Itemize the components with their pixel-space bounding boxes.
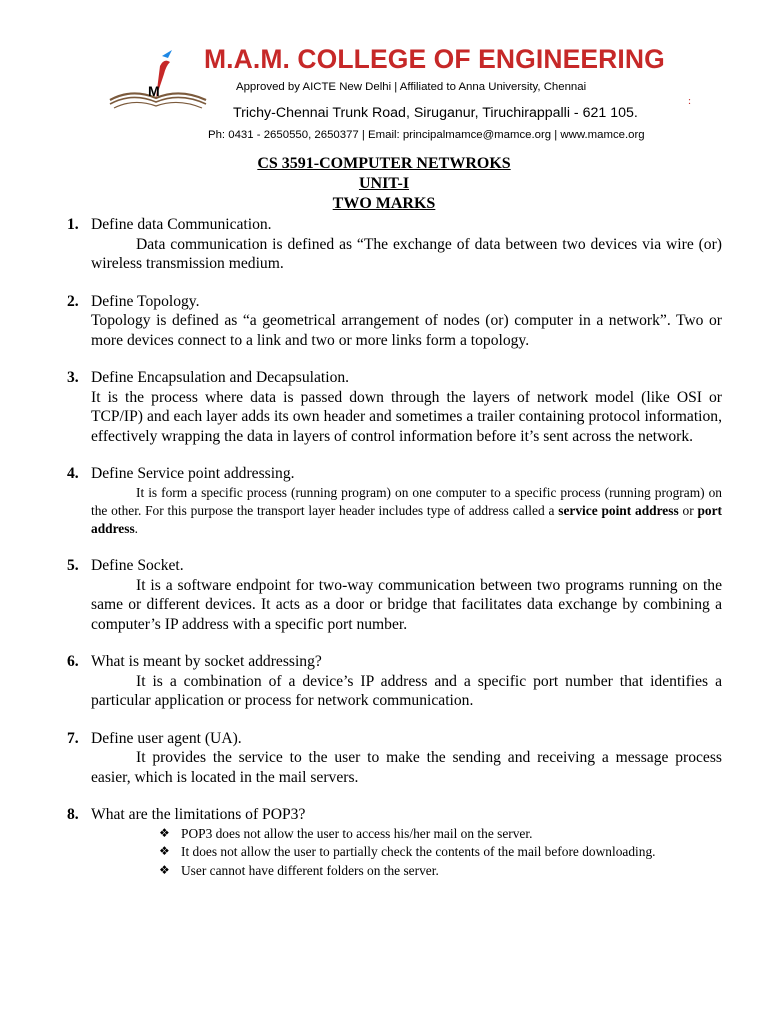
section-title: TWO MARKS xyxy=(332,195,436,212)
question-number: 7. xyxy=(67,729,79,747)
question-text: Define data Communication. xyxy=(91,216,272,233)
college-logo xyxy=(106,44,210,114)
bullet-item xyxy=(159,862,722,881)
answer-text-part: or xyxy=(678,502,698,518)
question-text: Define user agent (UA). xyxy=(91,729,242,747)
svg-text:M: M xyxy=(148,83,160,99)
approval-line: Approved by AICTE New Delhi | Affiliated to Anna University, Chennai xyxy=(236,81,587,93)
question-item xyxy=(67,368,722,446)
question-text: Define Encapsulation and Decapsulation. xyxy=(91,369,350,386)
answer-bold-term: service point address xyxy=(558,502,679,518)
document-titles xyxy=(0,154,768,214)
course-title: CS 3591-COMPUTER NETWROKS xyxy=(257,155,511,172)
answer-text: It is a combination of a device’s IP address and a specific port number that identifies a particular application or process for network communication. xyxy=(91,672,722,710)
question-item xyxy=(67,464,723,538)
stray-mark: : xyxy=(688,95,692,107)
question-text: Define Topology. xyxy=(91,292,200,310)
question-text: What is meant by socket addressing? xyxy=(91,653,322,671)
bullet-text: User cannot have different folders on the server. xyxy=(181,862,439,878)
question-item xyxy=(67,556,722,634)
bullet-text: It does not allow the user to partially check the contents of the mail before downloading. xyxy=(181,844,656,860)
question-text: Define Socket. xyxy=(91,557,184,575)
unit-title: UNIT-I xyxy=(358,175,410,192)
bullet-list xyxy=(91,825,722,881)
question-number: 4. xyxy=(67,465,79,482)
diamond-bullet-icon: ❖ xyxy=(159,844,170,859)
diamond-bullet-icon: ❖ xyxy=(159,825,170,840)
question-number: 2. xyxy=(67,292,79,310)
contact-line: Ph: 0431 - 2650550, 2650377 | Email: principalmamce@mamce.org | www.mamce.org xyxy=(208,129,645,141)
question-number: 6. xyxy=(67,653,79,671)
bullet-item xyxy=(159,843,722,862)
question-text: Define Service point addressing. xyxy=(91,465,295,482)
bullet-text: POP3 does not allow the user to access his/her mail on the server. xyxy=(181,825,533,841)
question-number: 1. xyxy=(67,216,79,233)
question-item xyxy=(67,215,722,274)
answer-text: It is a software endpoint for two-way communication between two programs running on the same or different devices. It acts as a door or bridge that facilitates data exchange by combining a computer’s IP address with a specific port number. xyxy=(91,576,722,633)
college-name: M.A.M. COLLEGE OF ENGINEERING xyxy=(204,44,665,74)
question-number: 3. xyxy=(67,369,79,386)
college-address: Trichy-Chennai Trunk Road, Siruganur, Tiruchirappalli - 621 105. xyxy=(233,105,638,121)
answer-text-part: It is form a specific process (running program) on one computer to a specific process (running program) on the other. For this purpose the transport layer header includes type of address called a xyxy=(91,484,722,518)
letterhead xyxy=(0,0,768,150)
question-list xyxy=(67,215,723,898)
question-number: 5. xyxy=(67,557,79,575)
bullet-item xyxy=(159,825,722,844)
question-number: 8. xyxy=(67,806,79,824)
question-item xyxy=(67,652,722,711)
answer-text xyxy=(91,484,722,539)
answer-text: Data communication is defined as “The exchange of data between two devices via wire (or) wireless transmission medium. xyxy=(91,235,722,272)
question-item xyxy=(67,729,722,788)
question-item xyxy=(67,292,722,351)
diamond-bullet-icon: ❖ xyxy=(159,862,170,877)
question-text: What are the limitations of POP3? xyxy=(91,806,306,824)
answer-text: It provides the service to the user to make the sending and receiving a message process easier, which is located in the mail servers. xyxy=(91,749,722,786)
answer-bold-term: port address xyxy=(91,502,723,537)
answer-text: Topology is defined as “a geometrical arrangement of nodes (or) computer in a network”. Two or more devices connect to a link and two or more links form a topology. xyxy=(91,312,722,349)
answer-text: It is the process where data is passed down through the layers of network model (like OSI or TCP/IP) and each layer adds its own header and sometimes a trailer containing protocol information, effectively wrapping the data in layers of control information before it’s sent across the network. xyxy=(91,388,722,445)
question-item xyxy=(67,805,722,880)
answer-text-part: . xyxy=(134,521,139,537)
